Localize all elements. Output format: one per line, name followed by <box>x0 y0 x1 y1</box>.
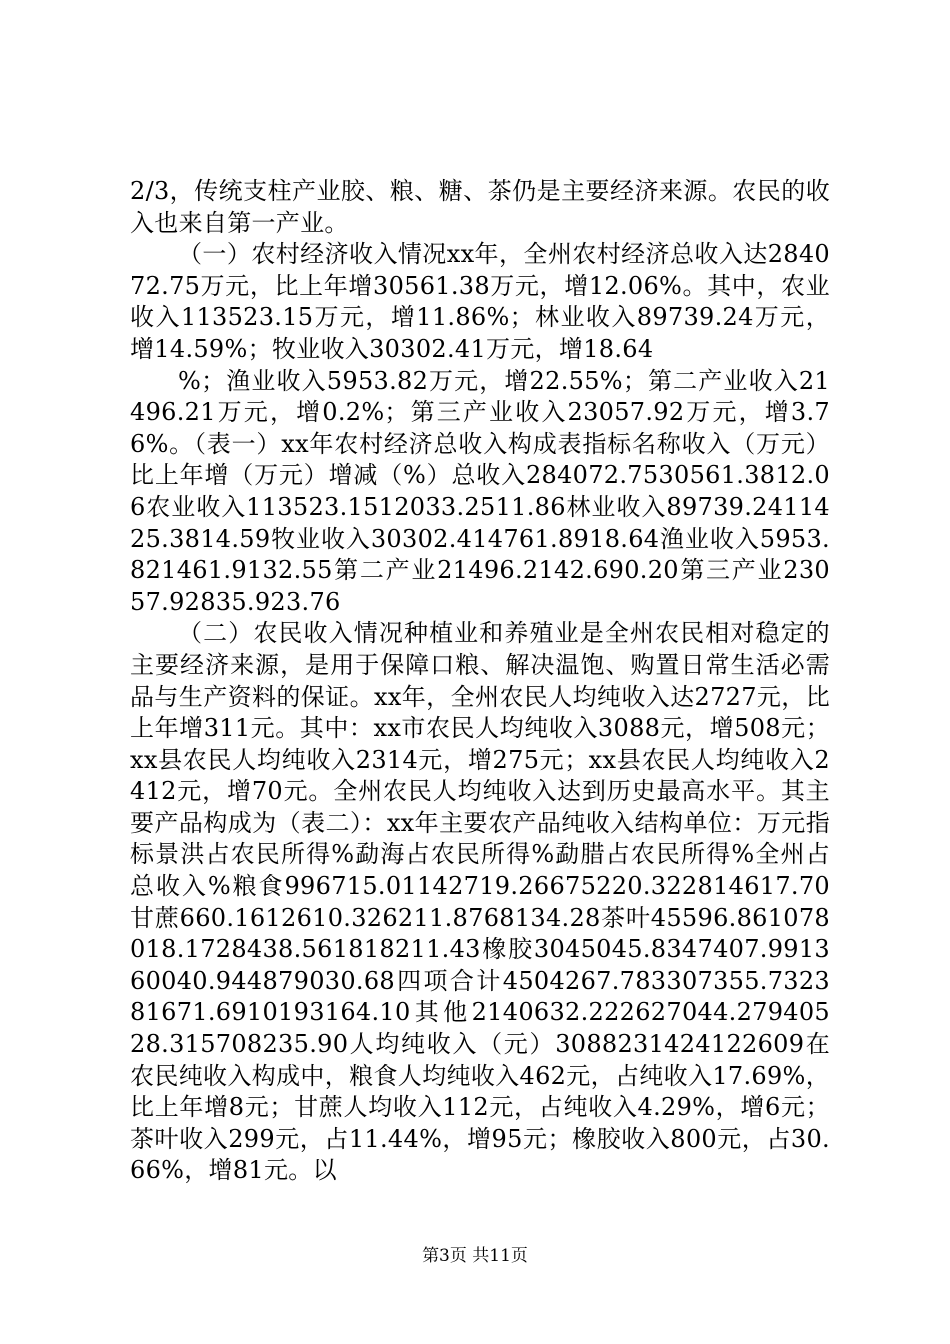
paragraph-1: 2/3，传统支柱产业胶、粮、糖、茶仍是主要经济来源。农民的收入也来自第一产业。 <box>130 177 830 237</box>
document-body <box>130 176 830 1187</box>
paragraph-3: %；渔业收入5953.82万元，增22.55%；第二产业收入21496.21万元，增0.2%；第三产业收入23057.92万元，增3.76%。（表一）xx年农村经济总收入构成表指标名称收入（万元）比上年增（万元）增减（%）总收入284072.7530561.3812.06农业收入113523.1512033.2511.86林业收入89739.2411425.3814.59牧业收入30302.414761.8918.64渔业收入5953.821461.9132.55第二产业21496.2142.690.20第三产业23057.92835.923.76 <box>130 366 830 616</box>
page-number-footer: 第3页 共11页 <box>422 1246 528 1266</box>
paragraph-2: （一）农村经济收入情况xx年，全州农村经济总收入达284072.75万元，比上年增30561.38万元，增12.06%。其中，农业收入113523.15万元，增11.86%；林业收入89739.24万元，增14.59%；牧业收入30302.41万元，增18.64 <box>130 240 830 363</box>
paragraph-4: （二）农民收入情况种植业和养殖业是全州农民相对稳定的主要经济来源，是用于保障口粮、解决温饱、购置日常生活必需品与生产资料的保证。xx年，全州农民人均纯收入达2727元，比上年增311元。其中：xx市农民人均纯收入3088元，增508元；xx县农民人均纯收入2314元，增275元；xx县农民人均纯收入2412元，增70元。全州农民人均纯收入达到历史最高水平。其主要产品构成为（表二）：xx年主要农产品纯收入结构单位：万元指标景洪占农民所得%勐海占农民所得%勐腊占农民所得%全州占总收入%粮食996715.01142719.26675220.322814617.70甘蔗660.1612610.326211.8768134.28茶叶45596.861078018.1728438.561818211.43橡胶3045045.8347407.991360040.944879030.68四项合计4504267.783307355.732381671.6910193164.10其他2140632.222627044.27940528.315708235.90人均纯收入（元）3088231424122609在农民纯收入构成中，粮食人均纯收入462元，占纯收入17.69%，比上年增8元；甘蔗人均收入112元，占纯收入4.29%，增6元；茶叶收入299元，占11.44%，增95元；橡胶收入800元，占30.66%，增81元。以 <box>130 619 830 1185</box>
